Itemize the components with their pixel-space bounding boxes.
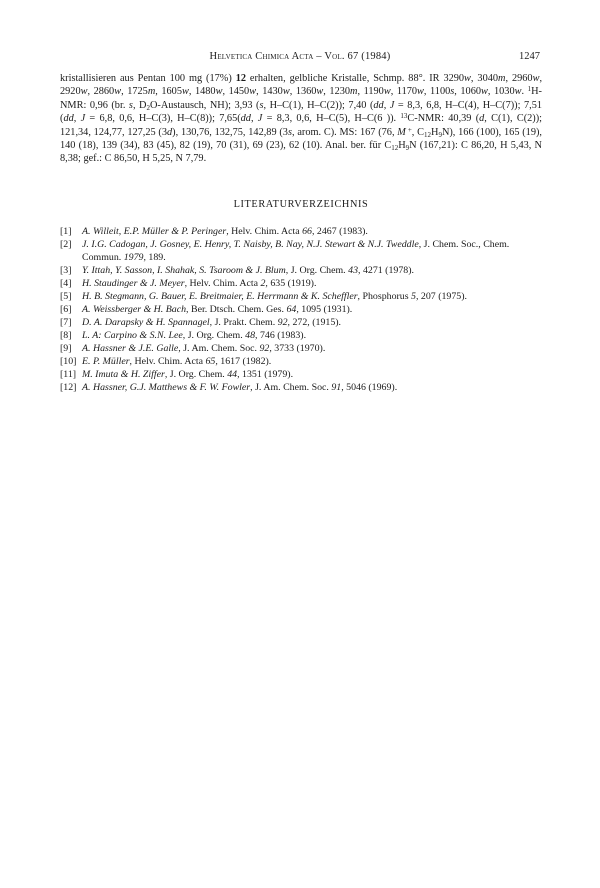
reference-volume: 5 (411, 291, 416, 302)
nmr-multiplicity: s (128, 99, 133, 111)
ir-intensity: w (532, 73, 540, 84)
reference-number: [4] (60, 278, 72, 289)
reference-number: [6] (60, 304, 72, 315)
reference-pages-year: , 635 (1919). (265, 278, 317, 289)
reference-authors: A. Hassner & J.E. Galle (82, 343, 179, 354)
nmr-multiplicity: s (259, 99, 264, 111)
ir-intensity: w (514, 86, 522, 98)
molecular-ion-symbol: M (397, 126, 406, 138)
nmr-multiplicity: dd (373, 99, 384, 111)
text-run: , arom. C). MS: 167 (76, (291, 126, 398, 138)
reference-number: [11] (60, 369, 77, 380)
reference-item (60, 225, 542, 238)
isotope-superscript: 13 (400, 112, 408, 121)
reference-pages-year: , 746 (1983). (255, 330, 307, 341)
text-run: , 1450 (222, 86, 250, 98)
text-run: , C(1), C(2)); 121,34, 124,77, 127,25 (3 (60, 113, 542, 138)
reference-item (60, 277, 542, 290)
text-run: , H–C(1), H–C(2)); 7,40 ( (263, 99, 374, 111)
reference-item (60, 368, 542, 381)
text-run: O-Austausch, NH); 3,93 ( (149, 99, 260, 111)
text-run: , 1360 (289, 86, 317, 98)
reference-number: [12] (60, 382, 77, 393)
reference-item (60, 303, 542, 316)
reference-pages-year: , 3733 (1970). (269, 343, 326, 354)
reference-item (60, 381, 542, 394)
text-run: , 1605 (155, 86, 182, 98)
reference-item (60, 238, 542, 264)
reference-number: [8] (60, 330, 72, 341)
text-run: = 6,8, 0,6, H–C(3), H–C(8)); 7,65( (85, 113, 241, 125)
reference-journal: , Phosphorus (357, 291, 412, 302)
text-run: , (250, 113, 258, 125)
reference-authors: A. Willeit, E.P. Müller & P. Peringer (82, 226, 227, 237)
reference-pages-year: , 1095 (1931). (296, 304, 353, 315)
reference-authors: D. A. Darapsky & H. Spannagel (82, 317, 210, 328)
reference-volume: 48 (245, 330, 256, 341)
reference-authors: Y. Ittah, Y. Sasson, I. Shahak, S. Tsaroom & J. Blum (82, 265, 286, 276)
reference-number: [7] (60, 317, 72, 328)
text-run: N (167,21): C 86,20, H 5,43, N 8,38; gef.: C 86,50, H 5,25, N 7,79. (60, 140, 542, 165)
reference-text (82, 238, 542, 264)
ir-intensity: w (417, 86, 424, 98)
reference-number: [3] (60, 265, 72, 276)
reference-authors: J. I.G. Cadogan, J. Gosney, E. Henry, T. Naisby, B. Nay, N.J. Stewart & N.J. Tweddle (82, 239, 419, 250)
formula-subscript: 12 (424, 130, 431, 139)
nmr-multiplicity: dd (63, 113, 74, 125)
reference-item (60, 316, 542, 329)
reference-volume: 65 (205, 356, 216, 367)
formula-subscript: 2 (146, 103, 150, 112)
reference-journal: , J. Chem. Soc., Chem. Commun. (82, 239, 510, 263)
reference-number: [2] (60, 239, 72, 250)
reference-text (82, 316, 542, 329)
text-run: C-NMR: 40,39 ( (407, 113, 480, 125)
text-run: , (383, 99, 390, 111)
reference-journal: , J. Am. Chem. Soc. (250, 382, 332, 393)
reference-journal: , Helv. Chim. Acta (184, 278, 261, 289)
text-run: erhalten, gelbliche Kristalle, Schmp. 88°. IR 3290 (246, 73, 465, 84)
text-run: , 2920 (60, 73, 543, 98)
reference-pages-year: , 1617 (1982). (215, 356, 272, 367)
ir-intensity: w (215, 86, 223, 98)
nmr-multiplicity: s (287, 126, 292, 138)
text-run: H (398, 140, 406, 152)
reference-number: [9] (60, 343, 72, 354)
isotope-superscript: 1 (527, 85, 532, 94)
reference-volume: 91 (331, 382, 342, 393)
reference-pages-year: , 1351 (1979). (237, 369, 294, 380)
reference-pages-year: , 2467 (1983). (311, 226, 368, 237)
reference-item (60, 264, 542, 277)
text-run: , 3040 (470, 73, 499, 84)
running-header (60, 50, 540, 64)
text-run: , 1100 (423, 86, 451, 98)
formula-subscript: 9 (438, 130, 442, 139)
experimental-paragraph (60, 72, 542, 166)
reference-authors: M. Imuta & H. Ziffer (82, 369, 165, 380)
reference-text (82, 225, 542, 238)
reference-volume: 66 (302, 226, 312, 237)
reference-volume: 92 (277, 317, 288, 328)
reference-authors: A. Weissberger & H. Bach (82, 304, 187, 315)
reference-item (60, 290, 542, 303)
reference-list (60, 225, 542, 394)
reference-journal: , Helv. Chim. Acta (226, 226, 303, 237)
reference-number: [10] (60, 356, 77, 367)
reference-item (60, 355, 542, 368)
reference-journal: , Helv. Chim. Acta (129, 356, 206, 367)
text-run: , 1170 (390, 86, 418, 98)
text-run: H (431, 126, 439, 138)
reference-pages-year: , 5046 (1969). (341, 382, 398, 393)
text-run: . (521, 86, 528, 98)
nmr-multiplicity: d (479, 113, 485, 125)
text-run: , 2860 (87, 86, 115, 98)
ir-intensity: w (181, 86, 189, 98)
ir-intensity: m (498, 73, 506, 84)
reference-number: [5] (60, 291, 72, 302)
reference-text (82, 290, 542, 303)
reference-journal: , J. Am. Chem. Soc. (178, 343, 260, 354)
text-run: , 1430 (256, 86, 283, 98)
reference-text (82, 277, 542, 290)
reference-volume: 64 (286, 304, 297, 315)
ir-intensity: s (450, 86, 455, 98)
coupling-constant-symbol: J (389, 99, 395, 111)
reference-volume: 43 (348, 265, 358, 276)
text-run: , C (411, 126, 424, 138)
compound-number: 12 (235, 73, 246, 84)
charge-superscript: + (405, 125, 412, 134)
text-run: , 1725 (121, 86, 148, 98)
reference-authors: E. P. Müller (82, 356, 130, 367)
reference-text (82, 264, 542, 277)
ir-intensity: w (481, 86, 488, 98)
ir-intensity: m (350, 86, 358, 98)
reference-pages-year: , 4271 (1978). (358, 265, 414, 276)
reference-number: [1] (60, 226, 72, 237)
ir-intensity: w (316, 86, 324, 98)
ir-intensity: w (249, 86, 257, 98)
ir-intensity: w (383, 86, 391, 98)
reference-authors: A. Hassner, G.J. Matthews & F. W. Fowler (82, 382, 251, 393)
text-run: , 1230 (323, 86, 351, 98)
text-run: , 1030 (487, 86, 515, 98)
reference-volume: 1979 (123, 252, 144, 263)
nmr-multiplicity: dd (240, 113, 251, 125)
reference-journal: , J. Org. Chem. (164, 369, 228, 380)
text-run: kristallisieren aus Pentan 100 mg (17%) (60, 73, 236, 84)
reference-text (82, 355, 542, 368)
reference-pages-year: , 189. (143, 252, 166, 263)
journal-title: Helvetica Chimica Acta – Vol. 67 (1984) (209, 51, 391, 62)
reference-journal: , Ber. Dtsch. Chem. Ges. (186, 304, 287, 315)
reference-text (82, 303, 542, 316)
ir-intensity: m (147, 86, 156, 98)
reference-journal: , J. Org. Chem. (285, 265, 349, 276)
text-run: , 2960 (505, 73, 533, 84)
text-run: H-NMR: 0,96 (br. (60, 86, 542, 111)
text-run: = 8,3, 6,8, H–C(4), H–C(7)); 7,51 ( (60, 99, 542, 125)
reference-authors: H. B. Stegmann, G. Bauer, E. Breitmaier, E. Herrmann & K. Scheffler (82, 291, 358, 302)
formula-subscript: 9 (405, 144, 410, 153)
reference-text (82, 342, 542, 355)
reference-item (60, 329, 542, 342)
reference-authors: L. A: Carpino & S.N. Lee (82, 330, 183, 341)
text-run: , 1480 (188, 86, 216, 98)
reference-volume: 2 (260, 278, 266, 289)
reference-volume: 44 (227, 369, 238, 380)
formula-subscript: 12 (391, 144, 399, 153)
reference-pages-year: , 272, (1915). (287, 317, 342, 328)
text-run: , (73, 113, 81, 125)
reference-authors: H. Staudinger & J. Meyer (82, 278, 185, 289)
reference-volume: 92 (259, 343, 270, 354)
text-run: = 8,3, 0,6, H–C(5), H–C(6 )). (262, 113, 401, 125)
nmr-multiplicity: d (167, 126, 173, 138)
text-run: , 1060 (454, 86, 481, 98)
text-run: , D (132, 99, 147, 111)
references-heading: LITERATURVERZEICHNIS (233, 199, 369, 210)
ir-intensity: w (282, 86, 290, 98)
coupling-constant-symbol: J (257, 113, 263, 125)
ir-intensity: w (464, 73, 471, 84)
ir-intensity: w (114, 86, 122, 98)
coupling-constant-symbol: J (80, 113, 86, 125)
reference-journal: , J. Prakt. Chem. (209, 317, 278, 328)
text-run: N), 166 (100), 165 (19), 140 (18), 139 (34), 83 (45), 82 (19), 70 (31), 69 (23), 62 (10). Anal. ber. für C (60, 126, 542, 152)
text-run: , 1190 (357, 86, 384, 98)
reference-text (82, 381, 542, 394)
reference-item (60, 342, 542, 355)
text-run: ), 130,76, 132,75, 142,89 (3 (172, 126, 288, 138)
reference-text (82, 368, 542, 381)
reference-pages-year: , 207 (1975). (415, 291, 467, 302)
reference-text (82, 329, 542, 342)
ir-intensity: w (80, 86, 88, 98)
page-number: 1247 (519, 51, 540, 62)
reference-journal: , J. Org. Chem. (182, 330, 246, 341)
